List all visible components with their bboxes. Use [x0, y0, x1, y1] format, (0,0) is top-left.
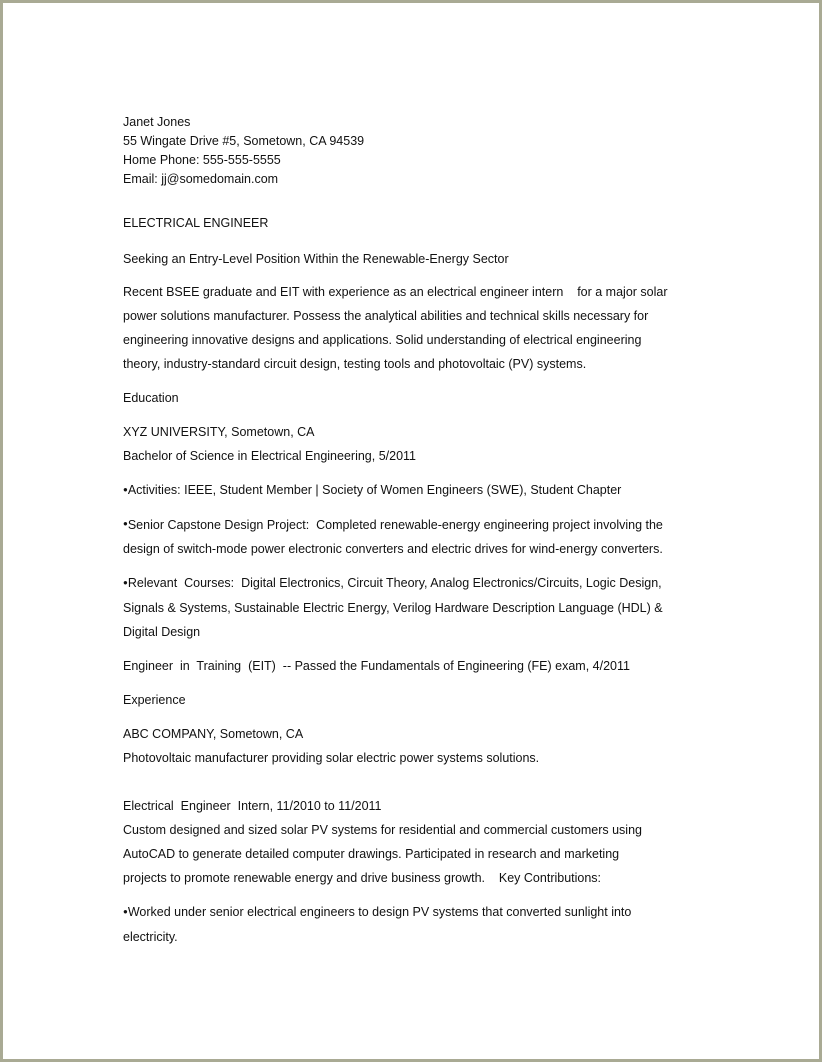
education-school: XYZ UNIVERSITY, Sometown, CA	[123, 425, 315, 439]
role-description-line: projects to promote renewable energy and drive business growth. Key Contributions:	[123, 871, 602, 886]
contribution-line: electricity.	[123, 929, 178, 944]
contact-address: 55 Wingate Drive #5, Sometown, CA 94539	[123, 134, 365, 148]
summary-line: power solutions manufacturer. Possess the analytical abilities and technical skills necessary for	[123, 309, 649, 323]
company-description: Photovoltaic manufacturer providing solar electric power systems solutions.	[123, 751, 540, 766]
company-block	[123, 722, 703, 770]
activities-bullet	[123, 478, 703, 503]
resume-title: ELECTRICAL ENGINEER	[123, 216, 269, 230]
contact-block	[123, 113, 703, 189]
contact-email: Email: jj@somedomain.com	[123, 172, 279, 186]
education-school-block	[123, 420, 703, 468]
bullet-icon: ●	[123, 484, 128, 494]
bullet-icon: ●	[123, 578, 128, 588]
courses-line: Signals & Systems, Sustainable Electric Energy, Verilog Hardware Description Language (HDL) &	[123, 601, 663, 616]
role-title: Electrical Engineer Intern, 11/2010 to 11/2011	[123, 799, 382, 814]
role-description-line: AutoCAD to generate detailed computer drawings. Participated in research and marketing	[123, 847, 620, 862]
contribution-bullet	[123, 900, 703, 949]
eit-line: Engineer in Training (EIT) -- Passed the Fundamentals of Engineering (FE) exam, 4/2011	[123, 659, 630, 674]
summary-line: Recent BSEE graduate and EIT with experience as an electrical engineer intern for a major solar	[123, 285, 668, 299]
experience-heading: Experience	[123, 693, 186, 708]
resume-content	[123, 113, 703, 949]
bullet-icon: ●	[123, 906, 128, 916]
education-heading: Education	[123, 391, 179, 405]
role-description-line: Custom designed and sized solar PV systems for residential and commercial customers using	[123, 823, 642, 838]
company-name: ABC COMPANY, Sometown, CA	[123, 727, 304, 742]
courses-line: Digital Design	[123, 625, 201, 640]
summary-paragraph	[123, 280, 703, 376]
education-degree: Bachelor of Science in Electrical Engineering, 5/2011	[123, 449, 416, 463]
capstone-bullet	[123, 513, 703, 562]
summary-line: engineering innovative designs and applications. Solid understanding of electrical engineering	[123, 333, 642, 347]
contact-phone: Home Phone: 555-555-5555	[123, 153, 281, 167]
contact-name: Janet Jones	[123, 115, 191, 129]
courses-line: Relevant Courses: Digital Electronics, Circuit Theory, Analog Electronics/Circuits, Logic Design,	[127, 576, 662, 591]
objective: Seeking an Entry-Level Position Within the Renewable-Energy Sector	[123, 252, 509, 266]
role-block	[123, 794, 703, 890]
capstone-line: Senior Capstone Design Project: Completed renewable-energy engineering project involving the	[127, 517, 663, 532]
courses-bullet	[123, 571, 703, 644]
bullet-icon: ●	[123, 519, 128, 529]
capstone-line: design of switch-mode power electronic converters and electric drives for wind-energy converters.	[123, 542, 663, 557]
summary-line: theory, industry-standard circuit design, testing tools and photovoltaic (PV) systems.	[123, 357, 587, 371]
contribution-line: Worked under senior electrical engineers to design PV systems that converted sunlight into	[127, 905, 632, 920]
activities-text: Activities: IEEE, Student Member | Society of Women Engineers (SWE), Student Chapter	[127, 483, 622, 497]
